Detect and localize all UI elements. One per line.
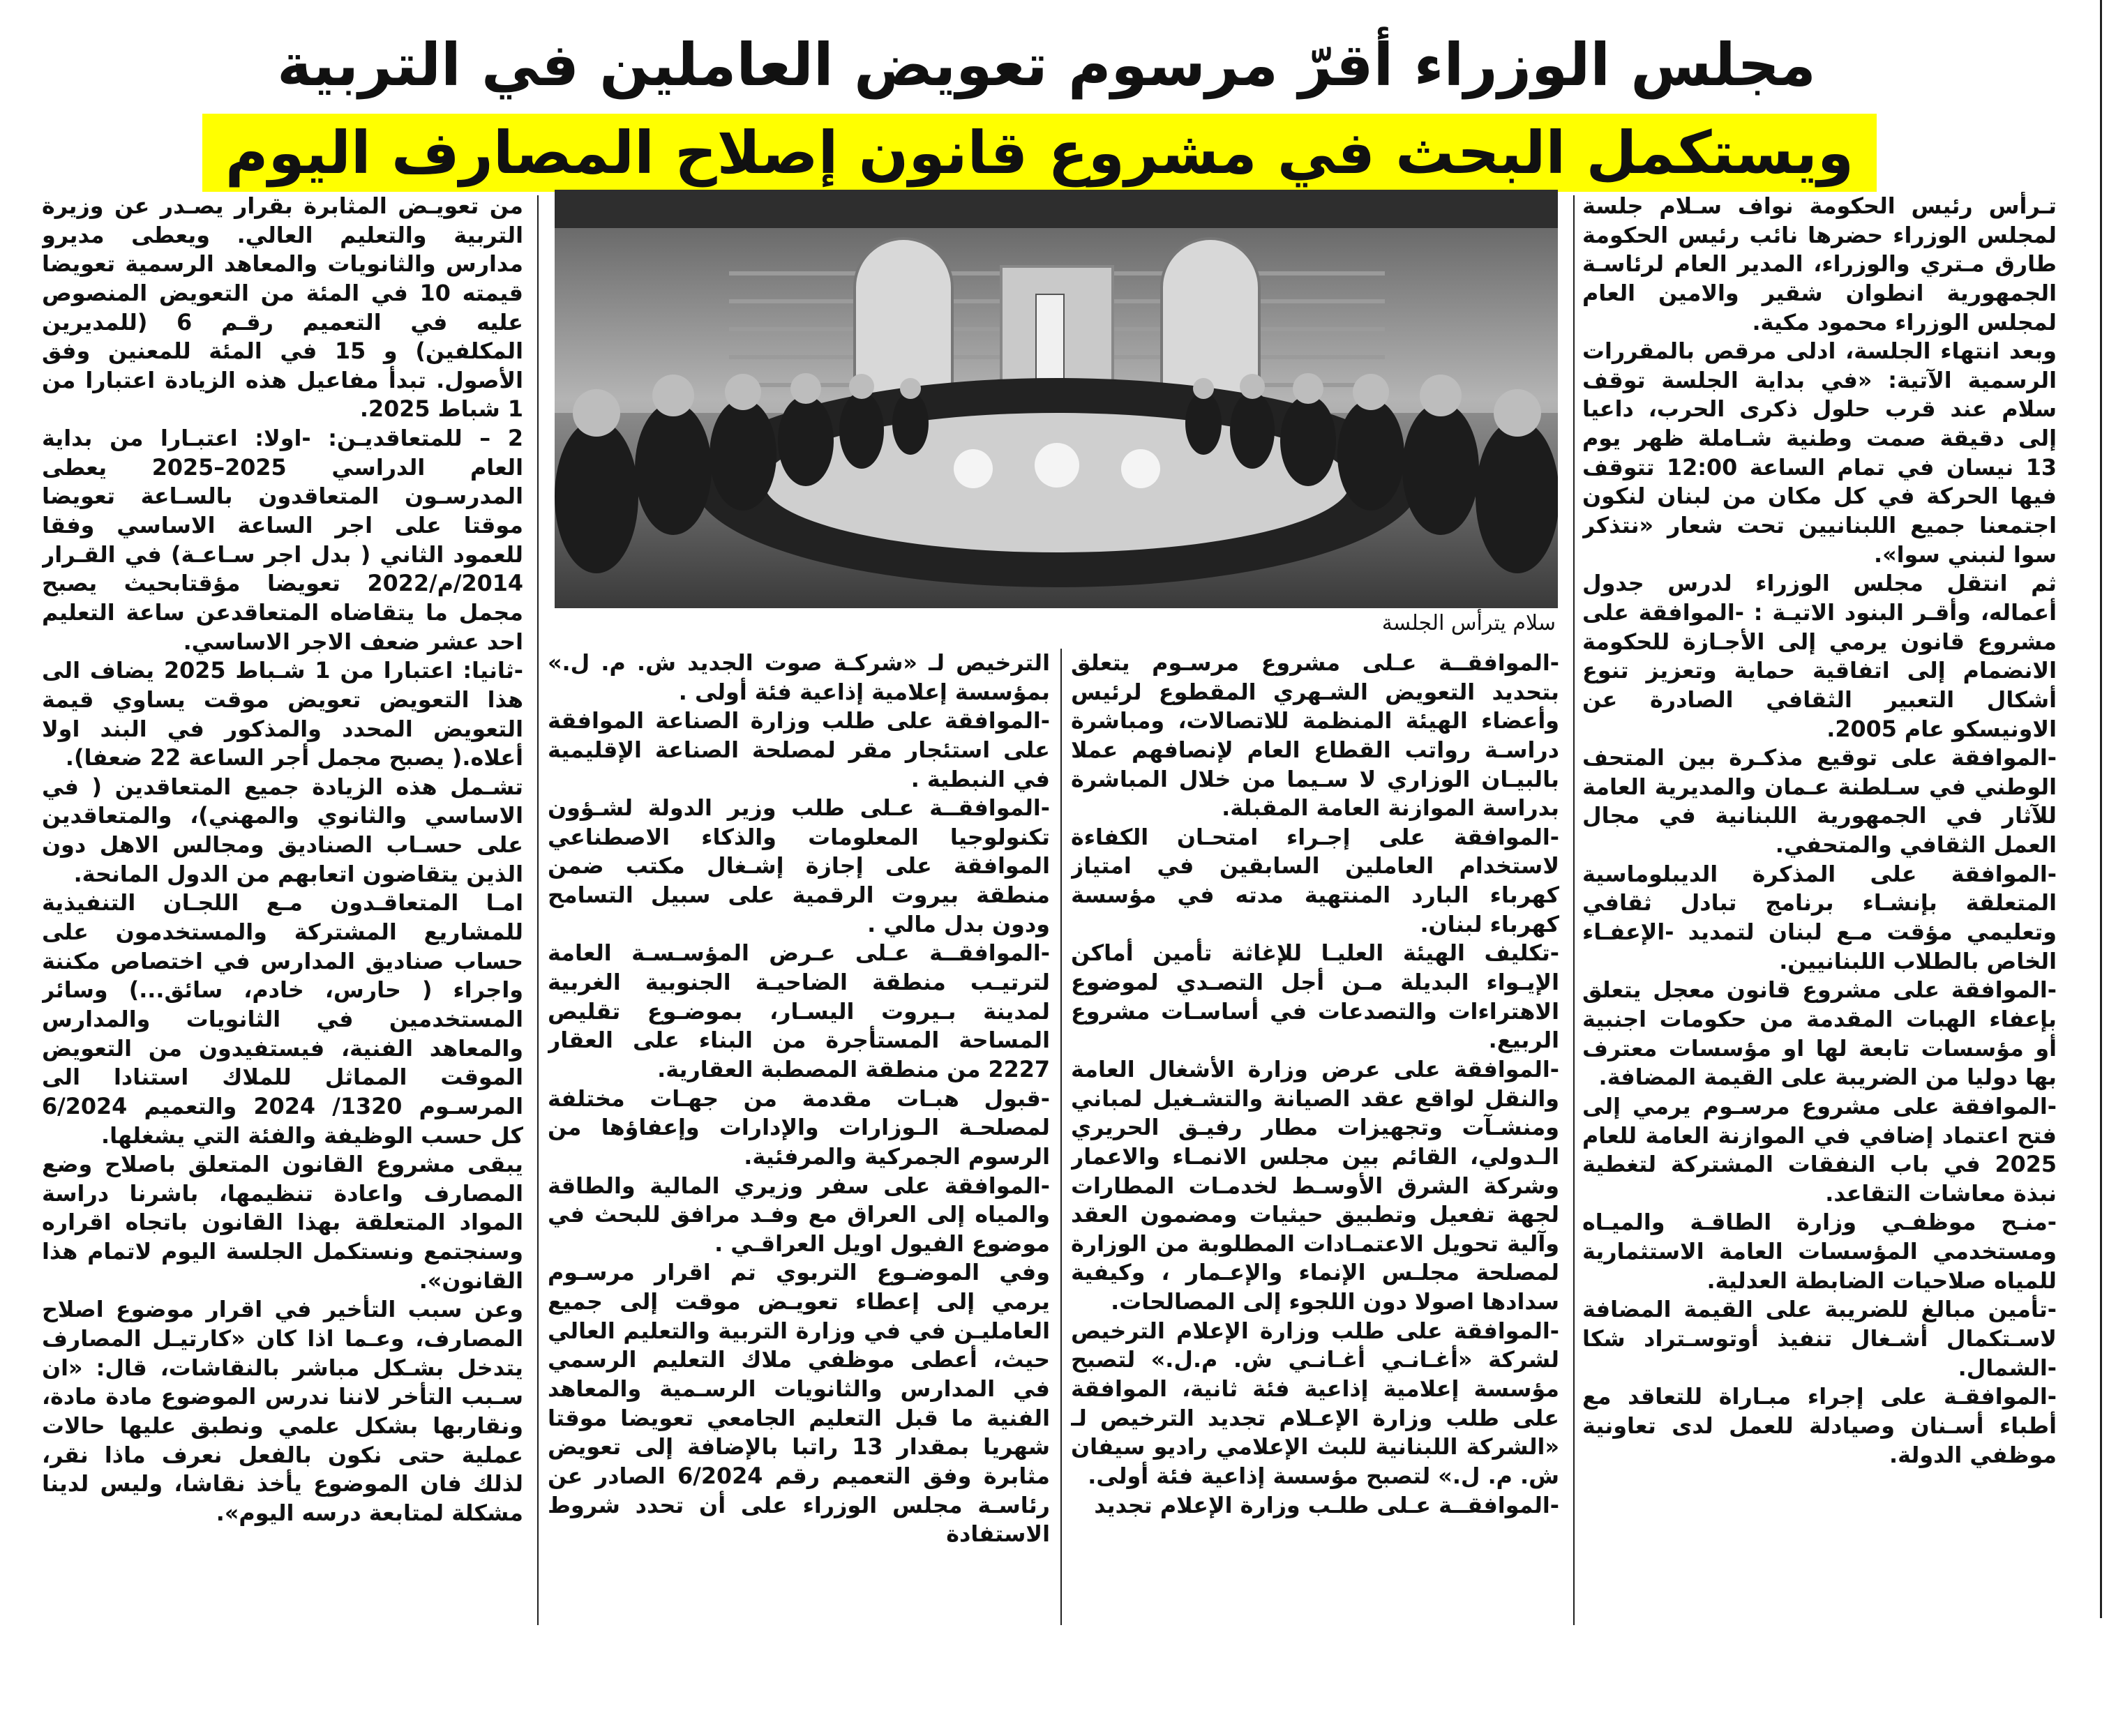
headline-main: مجلس الوزراء أقرّ مرسوم تعويض العاملين في التربية <box>277 31 1816 99</box>
page-edge-rule <box>2100 0 2102 1618</box>
column-divider <box>1060 649 1062 1625</box>
article-column-3: الترخيص لـ «شركـة صوت الجديد ش. م. ل.» بمؤسسة إعلامية إذاعية فئة أولى . -الموافقة على طلب وزارة الصناعة الموافقة على استئجار مقر لمصلحة الصناعة الإقليمية في النبطية . -الموافقــة عـلى طلب وزير الدولة لشـؤون تكنولوجيا المعلومات والذكاء الاصطناعي الموافقة على إجازة إشـغال مكتب ضمن منطقة بيروت الرقمية على سبيل التسامح ودون بدل مالي . -الموافقــة عـلى عـرض المؤسـسـة العامة لترتيـب منطقة الضاحيـة الجنوبية الغربية لمدينة بـيروت اليسـار، بموضـوع تقليص المساحة المستأجرة من البناء على العقار 2227 من منطقة المصطبة العقارية. -قبول هبـات مقدمة من جهـات مختلفة لمصلحـة الـوزارات والإدارات وإعفاؤها من الرسوم الجمركية والمرفئية. -الموافقة على سفر وزيري المالية والطاقة والمياه إلى العراق مع وفـد مرافق للبحث في موضوع الفيول اويل العراقـي . وفي الموضـوع التربوي تم اقرار مرسـوم يرمي إلى إعطاء تعويـض موقت إلى جميع العامليـن في في وزارة التربية والتعليم العالي حيث، أعطى موظفي ملاك التعليم الرسمي في المدارس والثانويات الرسـمية والمعاهد الفنية ما قبل التعليم الجامعي تعويضا موقتا شهريا بمقدار 13 راتبا بالإضافة إلى تعويض مثابرة وفق التعميم رقم 6/2024 الصادر عن رئاسـة مجلس الوزراء على أن تحدد شروط الاستفادة <box>548 650 1050 1548</box>
article-column-4: من تعويـض المثابرة بقرار يصـدر عن وزيرة التربية والتعليم العالي. ويعطى مديرو مدارس والثانويات والمعاهد الرسمية تعويضا قيمته 10 في المئة من التعويض المنصوص عليه في التعميم رقـم 6 (للمديرين المكلفين) و 15 في المئة للمعنين وفق الأصول. تبدأ مفاعيل هذه الزيادة اعتبارا من 1 شباط 2025. 2 – للمتعاقديـن: -اولا: اعتبـارا من بداية العام الدراسي 2025–2025 يعطى المدرسـون المتعاقدون بالسـاعة تعويضا موقتا على اجر الساعة الاساسي وفقا للعمود الثاني ( بدل اجر سـاعـة) في القـرار 2014/م/2022 تعويضا مؤقتابحيث يصبح مجمل ما يتقاضاه المتعاقدعن ساعة التعليم احد عشر ضعف الاجر الاساسي. -ثانيا: اعتبارا من 1 شـباط 2025 يضاف الى هذا التعويض تعويض موقت يساوي قيمة التعويض المحدد والمذكور في البند اولا أعلاه.( يصبح مجمل أجر الساعة 22 ضعفا). تشـمل هذه الزيادة جميع المتعاقدين ( في الاساسي والثانوي والمهني)، والمتعاقدين على حسـاب الصناديق ومجالس الاهل دون الذين يتقاضون اتعابهم من الدول المانحة. امـا المتعاقـدون مـع اللجـان التنفيذية للمشاريع المشتركة والمستخدمون على حساب صناديق المدارس في اختصاص مكننة واجراء ( حارس، خادم، سائق...) وسائر المستخدمين في الثانويات والمدارس والمعاهد الفنية، فيستفيدون من التعويض الموقت المماثل للملاك استنادا الى المرسـوم 1320/ 2024 والتعميم 6/2024 كل حسب الوظيفة والفئة التي يشغلها. يبقى مشروع القانون المتعلق باصلاح وضع المصارف واعادة تنظيمها، باشرنا دراسة المواد المتعلقة بهذا القانون باتجاه اقراره وسنجتمع ونستكمل الجلسة اليوم لاتمام هذا القانون». وعن سبب التأخير في اقرار موضوع اصلاح المصارف، وعـما اذا كان «كارتيـل المصارف يتدخل بشـكل مباشر بالنقاشات، قال: «ان سـبب التأخر لاننا ندرس الموضوع مادة مادة، ونقاربها بشكل علمي ونطبق عليها حالات عملية حتى نكون بالفعل نعرف ماذا نقر، لذلك فان الموضوع يأخذ نقاشا، وليس لدينا مشكلة لمتابعة درسه اليوم». <box>42 193 523 1526</box>
photo-caption: سلام يترأس الجلسة <box>1381 611 1556 635</box>
article-column-2: -الموافقــة عـلى مشروع مرسـوم يتعلق بتحديد التعويض الشـهري المقطوع لرئيس وأعضاء الهيئة المنظمة للاتصالات، ومباشرة دراسـة رواتب القطاع العام لإنصافهم عملا بالبيـان الوزاري لا سـيما من خلال المباشرة بدراسة الموازنة العامة المقبلة. -الموافقة على إجـراء امتحـان الكفاءة لاستخدام العاملين السابقين في امتياز كهرباء البارد المنتهية مدته في مؤسسة كهرباء لبنان. -تكليف الهيئة العليـا للإغاثة تأمين أماكن الإيـواء البديلة مـن أجل التصـدي لموضوع الاهتراءات والتصدعات في أساسـات مشروع الربيع. -الموافقة على عرض وزارة الأشغال العامة والنقل لواقع عقد الصيانة والتشـغيل لمباني ومنشـآت وتجهيزات مطار رفيـق الحريري الـدولي، القائم بين مجلس الانمـاء والاعمار وشركة الشرق الأوسـط لخدمـات المطارات لجهة تفعيل وتطبيق حيثيات ومضمون العقد وآلية تحويل الاعتمـادات المطلوبة من الوزارة لمصلحة مجلـس الإنماء والإعـمار ، وكيفية سدادها اصولا دون اللجوء إلى المصالحات. -الموافقة على طلب وزارة الإعلام الترخيص لشركة «أغـانـي أغـانـي ش. م.ل.» لتصبح مؤسسة إعلامية إذاعية فئة ثانية، الموافقة على طلب وزارة الإعـلام تجديد الترخيص لـ «الشركة اللبنانية للبث الإعلامي راديو سيفان ش. م. ل.» لتصبح مؤسسة إذاعية فئة أولى. -الموافقــة عـلى طلـب وزارة الإعلام تجديد <box>1071 650 1559 1518</box>
article-column-1: تـرأس رئيس الحكومة نواف سـلام جلسة لمجلس الوزراء حضرها نائب رئيس الحكومة طارق مـتري والوزراء، المدير العام لرئاسـة الجمهورية انطوان شقير والامين العام لمجلس الوزراء محمود مكية. وبعد انتهاء الجلسة، ادلى مرقص بالمقررات الرسمية الآتية: «في بداية الجلسة توقف سلام عند قرب حلول ذكرى الحرب، داعيا إلى دقيقة صمت وطنية شـاملة ظهر يوم 13 نيسان في تمام الساعة 12:00 تتوقف فيها الحركة في كل مكان من لبنان لنكون اجتمعنا جميع اللبنانيين تحت شعار «نتذكر سوا لنبني سوا». ثم انتقل مجلس الوزراء لدرس جدول أعماله، وأقـر البنود الاتيـة : -الموافقة على مشروع قانون يرمي إلى الأجـازة للحكومة الانضمام إلى اتفاقية حماية وتعزيز تنوع أشكال التعبير الثقافي الصادرة عن الاونيسكو عام 2005. -الموافقة على توقيع مذكـرة بين المتحف الوطني في سـلطنة عـمان والمديرية العامة للآثار في الجمهورية اللبنانية في مجال العمل الثقافي والمتحفي. -الموافقة على المذكرة الديبلوماسية المتعلقة بإنشـاء برنامج تبادل ثقافي وتعليمي مؤقت مـع لبنان لتمديد -الإعفـاء الخاص بالطلاب اللبنانيين. -الموافقة على مشروع قانون معجل يتعلق بإعفاء الهبات المقدمة من حكومات اجنبية أو مؤسسات تابعة لها او مؤسسات معترف بها دوليا من الضريبة على القيمة المضافة. -الموافقة على مشروع مرسـوم يرمي إلى فتح اعتماد إضافي في الموازنة العامة للعام 2025 في باب النفقات المشتركة لتغطية نبذة معاشات التقاعد. -منـح موظفـي وزارة الطاقـة والميـاه ومستخدمي المؤسسات العامة الاستثمارية للمياه صلاحيات الضابطة العدلية. -تأمين مبالغ للضريبة على القيمة المضافة لاسـتكمال أشـغال تنفيذ أوتوسـتراد شكا -الشمال. -الموافقـة على إجراء مبـاراة للتعاقد مع أطباء أسـنان وصيادلة للعمل لدى تعاونية موظفي الدولة. <box>1582 193 2057 1468</box>
cabinet-meeting-photo <box>555 190 1558 608</box>
column-divider <box>1573 195 1575 1625</box>
column-divider <box>537 195 539 1625</box>
headline-sub-highlighted: ويستكمل البحث في مشروع قانون إصلاح المصارف اليوم <box>202 114 1877 192</box>
